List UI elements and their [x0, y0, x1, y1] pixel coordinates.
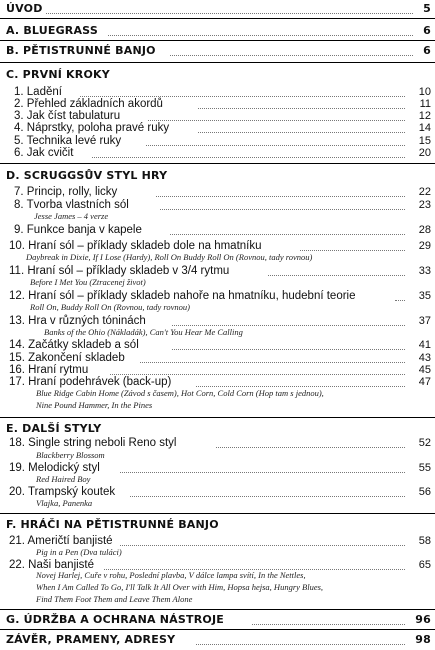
song-list: Pig in a Pen (Dva tuláci) [36, 547, 122, 557]
item-label: 13. Hra v různých tóninách [9, 315, 146, 327]
page-number: 11 [419, 98, 431, 110]
item-label: 14. Začátky skladeb a sól [9, 339, 139, 351]
section-divider [0, 609, 435, 610]
song-list: Novej Harlej, Cuře v rohu, Poslední plavba, V dálce lampa svítí, In the Nettles, [36, 570, 306, 580]
song-list: Find Them Foot Them and Leave Them Alone [36, 594, 193, 604]
leader-dots [196, 643, 405, 645]
page-number: 28 [418, 224, 431, 236]
leader-dots [198, 131, 405, 133]
song-list: Banks of the Ohio (Nákladák), Can't You Hear Me Calling [44, 327, 243, 337]
item-label: 5. Technika levé ruky [14, 135, 122, 147]
heading-title: F. HRÁČI NA PĚTISTRUNNÉ BANJO [6, 518, 219, 531]
item-label: 7. Princip, rolly, licky [14, 186, 118, 198]
leader-dots [395, 299, 405, 301]
section-divider [0, 417, 435, 418]
item-label: 19. Melodický styl [9, 462, 100, 474]
leader-dots [160, 208, 405, 210]
heading-title: G. ÚDRŽBA A OCHRANA NÁSTROJE [6, 613, 224, 626]
page-number: 58 [418, 535, 431, 547]
song-list: Jesse James – 4 verze [34, 211, 109, 221]
page-number: 98 [415, 633, 431, 646]
item-label: 1. Ladění [14, 86, 62, 98]
item-label: 15. Zakončení skladeb [9, 352, 125, 364]
toc-heading-a [0, 24, 435, 38]
song-list: When I Am Called To Go, I'll Talk It All Over with Him, Hopsa hejsa, Hungry Blues, [36, 582, 324, 592]
heading-title: B. PĚTISTRUNNÉ BANJO [6, 44, 156, 57]
item-label: 17. Hraní podehrávek (back-up) [9, 376, 172, 388]
toc-item[interactable] [0, 436, 435, 450]
heading-title: E. DALŠÍ STYLY [6, 422, 102, 435]
page-number: 45 [418, 364, 431, 376]
item-label: 21. Američtí banjisté [9, 535, 113, 547]
heading-title: C. PRVNÍ KROKY [6, 68, 110, 81]
heading-title: ZÁVĚR, PRAMENY, ADRESY [6, 633, 176, 646]
toc-heading-uvod [0, 2, 435, 16]
song-list: Vlajka, Panenka [36, 498, 93, 508]
toc-item[interactable] [0, 264, 435, 278]
toc-item[interactable] [0, 485, 435, 499]
item-label: 20. Trampský koutek [9, 486, 116, 498]
song-list: Blackberry Blossom [36, 450, 105, 460]
toc-heading-b [0, 44, 435, 58]
toc-item[interactable] [0, 223, 435, 237]
leader-dots [172, 348, 405, 350]
heading-title: ÚVOD [6, 2, 43, 15]
leader-dots [120, 471, 405, 473]
song-list: Roll On, Buddy Roll On (Rovnou, tady rovnou) [30, 302, 190, 312]
page-number: 47 [418, 376, 431, 388]
toc-heading-e [0, 422, 435, 436]
toc-heading-g [0, 613, 435, 627]
item-label: 12. Hraní sól – příklady skladeb nahoře na hmatníku, hudební teorie [9, 290, 356, 302]
page-number: 52 [418, 437, 431, 449]
page-number: 6 [423, 44, 431, 57]
toc-heading-c [0, 68, 435, 82]
toc-item[interactable] [0, 314, 435, 328]
toc-item[interactable] [0, 121, 435, 135]
toc-item[interactable] [0, 289, 435, 303]
leader-dots [170, 233, 405, 235]
section-divider [0, 18, 435, 19]
toc-item[interactable] [0, 534, 435, 548]
page-number: 15 [418, 135, 431, 147]
heading-title: A. BLUEGRASS [6, 24, 98, 37]
page-number: 56 [418, 486, 431, 498]
song-list: Red Haired Boy [36, 474, 91, 484]
item-label: 11. Hraní sól – příklady skladeb v 3/4 rytmu [9, 265, 230, 277]
page-number: 65 [418, 559, 431, 571]
leader-dots [172, 324, 405, 326]
page-number: 23 [418, 199, 431, 211]
toc-item[interactable] [0, 198, 435, 212]
section-divider [0, 513, 435, 514]
leader-dots [170, 54, 413, 56]
page-number: 5 [423, 2, 431, 15]
page-number: 35 [418, 290, 431, 302]
item-label: 9. Funkce banja v kapele [14, 224, 142, 236]
leader-dots [252, 623, 405, 625]
toc-item[interactable] [0, 461, 435, 475]
toc-item[interactable] [0, 146, 435, 160]
heading-title: D. SCRUGGSŮV STYL HRY [6, 169, 168, 182]
toc-item[interactable] [0, 239, 435, 253]
toc-item[interactable] [0, 185, 435, 199]
page-number: 55 [418, 462, 431, 474]
page-number: 37 [418, 315, 431, 327]
song-list: Daybreak in Dixie, If I Lose (Hardy), Roll On Buddy Roll On (Rovnou, tady rovnou) [26, 252, 313, 262]
leader-dots [130, 495, 405, 497]
leader-dots [268, 274, 405, 276]
item-label: 4. Náprstky, poloha pravé ruky [14, 122, 170, 134]
page-number: 33 [418, 265, 431, 277]
page-number: 43 [418, 352, 431, 364]
page-number: 20 [418, 147, 431, 159]
item-label: 22. Naši banjisté [9, 559, 95, 571]
toc-heading-end [0, 633, 435, 647]
leader-dots [300, 249, 405, 251]
leader-dots [108, 34, 413, 36]
section-divider [0, 40, 435, 41]
page-number: 10 [418, 86, 431, 98]
toc-item[interactable] [0, 338, 435, 352]
item-label: 6. Jak cvičit [14, 147, 74, 159]
leader-dots [196, 385, 405, 387]
leader-dots [120, 544, 405, 546]
toc-item[interactable] [0, 375, 435, 389]
leader-dots [46, 12, 413, 14]
page-number: 6 [423, 24, 431, 37]
page-number: 12 [418, 110, 431, 122]
section-divider [0, 629, 435, 630]
item-label: 8. Tvorba vlastních sól [14, 199, 129, 211]
item-label: 10. Hraní sól – příklady skladeb dole na hmatníku [9, 240, 262, 252]
song-list: Nine Pound Hammer, In the Pines [36, 400, 153, 410]
item-label: 18. Single string neboli Reno styl [9, 437, 177, 449]
song-list: Before I Met You (Ztracenej život) [30, 277, 146, 287]
page-number: 22 [418, 186, 431, 198]
page-number: 14 [418, 122, 431, 134]
item-label: 16. Hraní rytmu [9, 364, 89, 376]
item-label: 2. Přehled základních akordů [14, 98, 163, 110]
section-divider [0, 163, 435, 164]
section-divider [0, 62, 435, 63]
page-number: 96 [415, 613, 431, 626]
item-label: 3. Jak číst tabulaturu [14, 110, 121, 122]
song-list: Blue Ridge Cabin Home (Závod s časem), Hot Corn, Cold Corn (Hop tam s jednou), [36, 388, 324, 398]
page-number: 29 [418, 240, 431, 252]
toc-heading-d [0, 169, 435, 183]
leader-dots [92, 156, 405, 158]
leader-dots [156, 195, 405, 197]
toc-heading-f [0, 518, 435, 532]
page-number: 41 [418, 339, 431, 351]
leader-dots [216, 446, 405, 448]
